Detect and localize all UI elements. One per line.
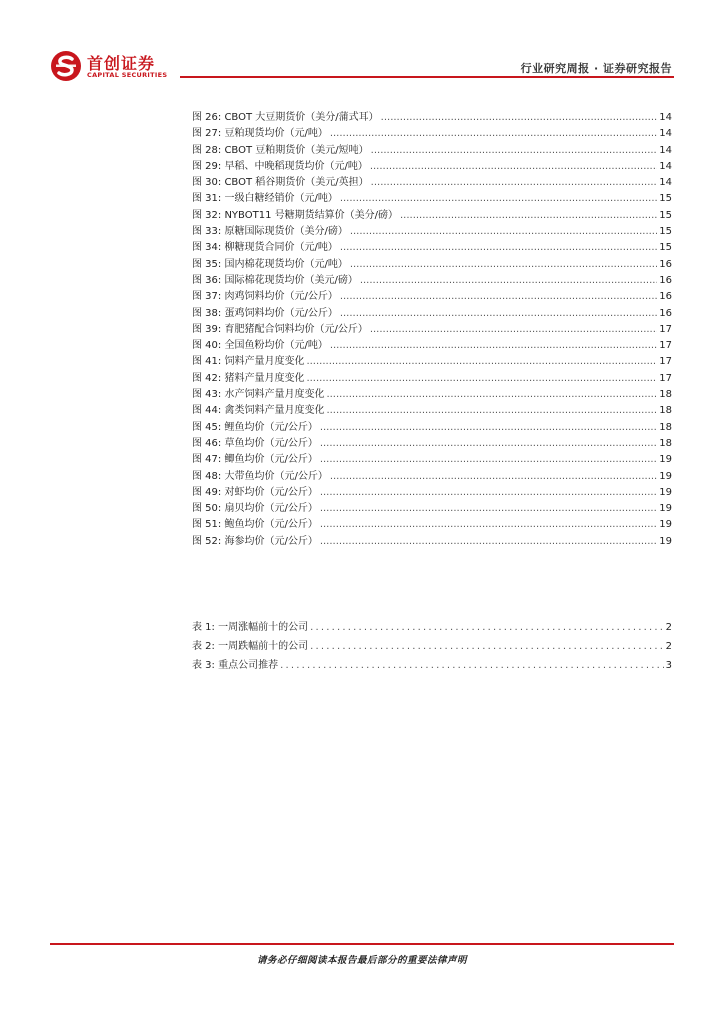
figure-entry-page-number: 14: [659, 177, 672, 189]
dot-leader: [340, 240, 657, 256]
dot-leader: [350, 224, 657, 240]
capital-securities-logo-icon: [50, 50, 82, 82]
logo-chinese-name: 首创证券: [87, 54, 156, 73]
figure-entry-label: 图 45: 鲤鱼均价（元/公斤）: [192, 421, 318, 433]
figure-entry-label: 图 40: 全国鱼粉均价（元/吨）: [192, 340, 328, 352]
figure-entry-page-number: 19: [659, 470, 672, 482]
figure-entry-page-number: 14: [659, 160, 672, 172]
figure-entry-page-number: 18: [659, 405, 672, 417]
dot-leader: [350, 257, 657, 273]
figure-entry-page-number: 17: [659, 340, 672, 352]
dot-leader: [326, 403, 657, 419]
figure-entry-page-number: 15: [659, 242, 672, 254]
dot-leader: [340, 289, 657, 305]
dot-leader: [340, 306, 657, 322]
dot-leader: [306, 354, 657, 370]
figure-entry-page-number: 16: [659, 307, 672, 319]
dot-leader: [360, 273, 657, 289]
dot-leader: [326, 387, 657, 403]
dot-leader: [280, 656, 664, 675]
figure-entry[interactable]: [192, 436, 672, 452]
figure-entry-label: 图 34: 柳糖现货合同价（元/吨）: [192, 242, 338, 254]
figure-entry-page-number: 16: [659, 258, 672, 270]
figure-entry-page-number: 18: [659, 421, 672, 433]
figure-entry-label: 图 48: 大带鱼均价（元/公斤）: [192, 470, 328, 482]
dot-leader: [330, 469, 657, 485]
table-entry[interactable]: [192, 637, 672, 656]
figure-entry[interactable]: [192, 257, 672, 273]
figure-entry-page-number: 15: [659, 209, 672, 221]
figure-entry[interactable]: [192, 452, 672, 468]
figure-entry-label: 图 47: 鲫鱼均价（元/公斤）: [192, 454, 318, 466]
table-entry-label: 表 3: 重点公司推荐: [192, 660, 279, 671]
figure-entry-label: 图 39: 育肥猪配合饲料均价（元/公斤）: [192, 323, 368, 335]
figure-entry[interactable]: [192, 354, 672, 370]
figure-entry-label: 图 27: 豆粕现货均价（元/吨）: [192, 128, 328, 140]
figure-entry[interactable]: [192, 485, 672, 501]
figure-entry-page-number: 16: [659, 274, 672, 286]
figure-entry[interactable]: [192, 338, 672, 354]
figure-entry-label: 图 28: CBOT 豆粕期货价（美元/短吨）: [192, 144, 369, 156]
figure-entry-label: 图 26: CBOT 大豆期货价（美分/蒲式耳）: [192, 112, 379, 123]
figure-entry-page-number: 19: [659, 503, 672, 515]
table-entry-page-number: 2: [665, 622, 672, 633]
figure-entry-label: 图 29: 早稻、中晚稻现货均价（元/吨）: [192, 160, 368, 172]
table-entry-label: 表 2: 一周跌幅前十的公司: [192, 641, 309, 652]
figure-entry-label: 图 37: 肉鸡饲料均价（元/公斤）: [192, 291, 338, 303]
figure-entry-label: 图 43: 水产饲料产量月度变化: [192, 389, 325, 401]
dot-leader: [370, 322, 657, 338]
dot-leader: [320, 501, 657, 517]
figure-entry[interactable]: [192, 126, 672, 142]
figure-entry-label: 图 50: 扇贝均价（元/公斤）: [192, 503, 318, 515]
figure-entry-label: 图 51: 鲍鱼均价（元/公斤）: [192, 519, 318, 531]
figure-entry-page-number: 15: [659, 193, 672, 205]
footer-divider: [50, 943, 674, 945]
figure-entry[interactable]: [192, 371, 672, 387]
figure-entry[interactable]: [192, 469, 672, 485]
figure-entry-label: 图 36: 国际棉花现货均价（美元/磅）: [192, 274, 358, 286]
figure-entry-label: 图 33: 原糖国际现货价（美分/磅）: [192, 226, 348, 238]
dot-leader: [310, 618, 664, 637]
figure-entry[interactable]: [192, 420, 672, 436]
dot-leader: [330, 126, 657, 142]
table-entry-page-number: 2: [665, 641, 672, 652]
figure-entry-page-number: 14: [659, 128, 672, 140]
dot-leader: [320, 517, 657, 533]
figure-entry-page-number: 14: [659, 144, 672, 156]
figure-entry[interactable]: [192, 159, 672, 175]
table-index-list: [192, 618, 672, 675]
page-header: [0, 0, 724, 80]
dot-leader: [320, 436, 657, 452]
dot-leader: [371, 143, 658, 159]
figure-entry-page-number: 17: [659, 356, 672, 368]
logo-english-name: CAPITAL SECURITIES: [87, 71, 168, 79]
dot-leader: [310, 637, 664, 656]
figure-entry[interactable]: [192, 224, 672, 240]
dot-leader: [370, 159, 657, 175]
figure-index-list: [192, 110, 672, 550]
dot-leader: [371, 175, 658, 191]
figure-entry-label: 图 32: NYBOT11 号糖期货结算价（美分/磅）: [192, 209, 398, 221]
figure-entry-label: 图 35: 国内棉花现货均价（元/吨）: [192, 258, 348, 270]
figure-entry[interactable]: [192, 208, 672, 224]
figure-entry[interactable]: [192, 534, 672, 550]
table-entry[interactable]: [192, 656, 672, 675]
figure-entry-label: 图 38: 蛋鸡饲料均价（元/公斤）: [192, 307, 338, 319]
dot-leader: [400, 208, 657, 224]
figure-entry[interactable]: [192, 175, 672, 191]
figure-entry[interactable]: [192, 273, 672, 289]
figure-entry-page-number: 15: [659, 226, 672, 238]
table-entry[interactable]: [192, 618, 672, 637]
figure-entry[interactable]: [192, 110, 672, 126]
figure-entry[interactable]: [192, 143, 672, 159]
legal-disclaimer: 请务必仔细阅读本报告最后部分的重要法律声明: [256, 955, 467, 966]
figure-entry[interactable]: [192, 191, 672, 207]
dot-leader: [330, 338, 657, 354]
figure-entry[interactable]: [192, 501, 672, 517]
figure-entry[interactable]: [192, 517, 672, 533]
figure-entry-page-number: 19: [659, 454, 672, 466]
figure-entry-label: 图 49: 对虾均价（元/公斤）: [192, 486, 318, 498]
figure-entry-page-number: 17: [659, 323, 672, 335]
figure-entry[interactable]: [192, 240, 672, 256]
figure-entry-label: 图 31: 一级白糖经销价（元/吨）: [192, 193, 338, 205]
figure-entry[interactable]: [192, 387, 672, 403]
table-entry-page-number: 3: [665, 660, 672, 671]
figure-entry[interactable]: [192, 322, 672, 338]
figure-entry-page-number: 14: [659, 112, 672, 123]
figure-entry-label: 图 30: CBOT 稻谷期货价（美元/英担）: [192, 177, 369, 189]
dot-leader: [381, 110, 658, 126]
figure-entry-page-number: 18: [659, 437, 672, 449]
figure-entry[interactable]: [192, 289, 672, 305]
dot-leader: [320, 534, 657, 550]
dot-leader: [320, 452, 657, 468]
figure-entry-label: 图 52: 海参均价（元/公斤）: [192, 535, 318, 547]
report-type-label: 行业研究周报 · 证券研究报告: [520, 62, 672, 75]
figure-entry-label: 图 44: 禽类饲料产量月度变化: [192, 405, 325, 417]
figure-entry-label: 图 41: 饲料产量月度变化: [192, 356, 305, 368]
dot-leader: [340, 191, 657, 207]
figure-entry-page-number: 18: [659, 389, 672, 401]
figure-entry-page-number: 19: [659, 519, 672, 531]
dot-leader: [306, 371, 657, 387]
table-entry-label: 表 1: 一周涨幅前十的公司: [192, 622, 309, 633]
figure-entry-page-number: 16: [659, 291, 672, 303]
figure-entry-page-number: 19: [659, 535, 672, 547]
figure-entry[interactable]: [192, 403, 672, 419]
dot-leader: [320, 420, 657, 436]
dot-leader: [320, 485, 657, 501]
company-logo: [50, 50, 180, 82]
figure-entry-label: 图 42: 猪料产量月度变化: [192, 372, 305, 384]
figure-entry-page-number: 17: [659, 372, 672, 384]
figure-entry-page-number: 19: [659, 486, 672, 498]
header-divider: [180, 76, 674, 78]
figure-entry[interactable]: [192, 306, 672, 322]
figure-entry-label: 图 46: 草鱼均价（元/公斤）: [192, 437, 318, 449]
